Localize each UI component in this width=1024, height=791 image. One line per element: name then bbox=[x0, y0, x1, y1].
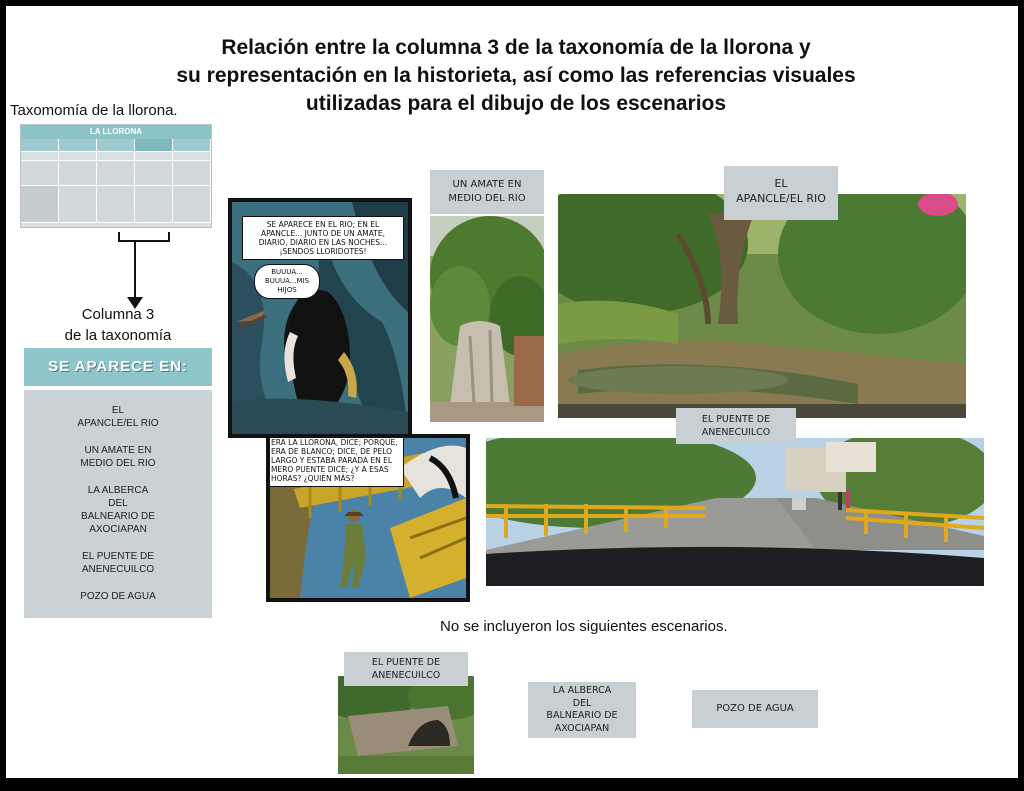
column3-item-pozo: POZO DE AGUA bbox=[80, 591, 156, 602]
puente-photo-label: EL PUENTE DE ANENECUILCO bbox=[676, 408, 796, 444]
column3-bracket bbox=[118, 232, 170, 242]
comic-speech-bubble-3: ERA LA LLORONA, DICE; PORQUE, ERA DE BLANCO; DICE, DE PELO LARGO Y ESTABA PARADA EN EL MERO PUENTE DICE; ¿Y A ESAS HORAS? ¿QUIÉN MÁS? bbox=[266, 434, 404, 487]
not-included-alberca-label: LA ALBERCA DEL BALNEARIO DE AXOCIAPAN bbox=[528, 682, 636, 738]
column3-list bbox=[24, 390, 212, 618]
column3-item-apancle: EL APANCLE/EL RIO bbox=[77, 405, 159, 429]
comic-speech-bubble-2: BUUUA... BUUUA...MIS HIJOS bbox=[254, 264, 320, 299]
taxonomy-label: Taxomomía de la llorona. bbox=[10, 102, 178, 119]
title-line-1: Relación entre la columna 3 de la taxonomía de la llorona y bbox=[221, 36, 811, 59]
taxonomy-thumbnail bbox=[20, 124, 212, 228]
taxonomy-thumbnail-title: LA LLORONA bbox=[21, 125, 211, 139]
page-title bbox=[66, 34, 966, 118]
infographic-page bbox=[6, 6, 1018, 778]
comic-speech-bubble-1: SE APARECE EN EL RIO; EN EL APANCLE... JUNTO DE UN AMATE, DIARIO, DIARIO EN LAS NOCHES... ¡SENDOS LLORIDOTES! bbox=[242, 216, 404, 260]
column3-item-amate: UN AMATE EN MEDIO DEL RIO bbox=[80, 445, 156, 469]
column3-item-alberca: LA ALBERCA DEL BALNEARIO DE AXOCIAPAN bbox=[81, 485, 155, 535]
not-included-pozo-label: POZO DE AGUA bbox=[692, 690, 818, 728]
not-included-puente-label: EL PUENTE DE ANENECUILCO bbox=[344, 652, 468, 686]
apancle-photo-label: EL APANCLE/EL RIO bbox=[724, 166, 838, 220]
not-included-puente-photo bbox=[338, 676, 474, 774]
title-line-2: su representación en la historieta, así como las referencias visuales bbox=[176, 64, 856, 87]
comic-panel-1 bbox=[228, 198, 412, 438]
not-included-caption: No se incluyeron los siguientes escenarios. bbox=[440, 618, 728, 635]
down-arrow-line bbox=[134, 240, 136, 300]
column3-header: SE APARECE EN: bbox=[24, 348, 212, 390]
taxonomy-header-row bbox=[21, 139, 211, 152]
comic-panel-2 bbox=[266, 434, 470, 602]
title-line-3: utilizadas para el dibujo de los escenarios bbox=[305, 92, 727, 115]
puente-bridge-photo bbox=[486, 438, 984, 586]
amate-photo-label: UN AMATE EN MEDIO DEL RIO bbox=[430, 170, 544, 214]
amate-photo bbox=[430, 216, 544, 422]
column3-label: Columna 3 de la taxonomía bbox=[64, 306, 172, 344]
apancle-river-photo bbox=[558, 194, 966, 418]
column3-item-puente: EL PUENTE DE ANENECUILCO bbox=[81, 551, 155, 575]
